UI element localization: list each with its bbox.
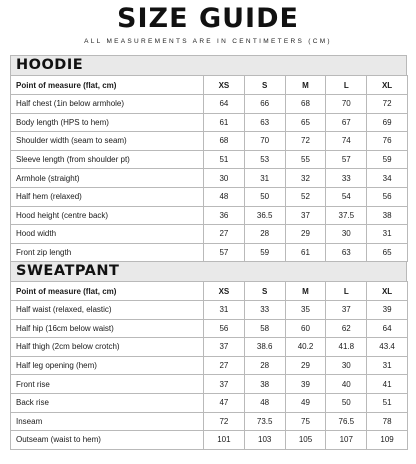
- measurement-value: 31: [244, 169, 285, 188]
- measurement-value: 37: [326, 301, 367, 320]
- column-header-size: M: [285, 76, 326, 95]
- column-header-size: M: [285, 282, 326, 301]
- measurement-value: 61: [204, 113, 245, 132]
- measurement-label: Body length (HPS to hem): [11, 113, 204, 132]
- column-header-point-of-measure: Point of measure (flat, cm): [11, 282, 204, 301]
- measurement-value: 30: [326, 225, 367, 244]
- measurement-value: 68: [204, 132, 245, 151]
- measurement-value: 41.8: [326, 338, 367, 357]
- table-header-row: [11, 282, 408, 301]
- table-row: [11, 375, 408, 394]
- measurement-value: 66: [244, 95, 285, 114]
- table-row: [11, 393, 408, 412]
- measurement-value: 57: [326, 150, 367, 169]
- measurement-value: 53: [244, 150, 285, 169]
- measurement-value: 31: [367, 356, 408, 375]
- measurement-value: 29: [285, 225, 326, 244]
- column-header-size: S: [244, 76, 285, 95]
- measurement-label: Half leg opening (hem): [11, 356, 204, 375]
- measurement-value: 73.5: [244, 412, 285, 431]
- measurement-label: Armhole (straight): [11, 169, 204, 188]
- measurement-value: 62: [326, 319, 367, 338]
- column-header-size: XS: [204, 76, 245, 95]
- measurement-value: 61: [285, 243, 326, 262]
- measurement-value: 105: [285, 431, 326, 450]
- column-header-size: L: [326, 282, 367, 301]
- measurement-value: 69: [367, 113, 408, 132]
- measurement-value: 50: [244, 187, 285, 206]
- table-row: [11, 206, 408, 225]
- measurement-value: 39: [285, 375, 326, 394]
- column-header-size: S: [244, 282, 285, 301]
- measurement-value: 56: [204, 319, 245, 338]
- table-row: [11, 150, 408, 169]
- measurement-value: 40: [326, 375, 367, 394]
- column-header-size: L: [326, 76, 367, 95]
- measurement-value: 33: [326, 169, 367, 188]
- table-row: [11, 301, 408, 320]
- measurement-value: 101: [204, 431, 245, 450]
- measurement-value: 107: [326, 431, 367, 450]
- measurement-label: Half hem (relaxed): [11, 187, 204, 206]
- measurement-label: Front zip length: [11, 243, 204, 262]
- measurement-value: 28: [244, 356, 285, 375]
- measurement-value: 41: [367, 375, 408, 394]
- measurement-value: 109: [367, 431, 408, 450]
- measurement-value: 60: [285, 319, 326, 338]
- measurement-label: Hood width: [11, 225, 204, 244]
- measurement-value: 38.6: [244, 338, 285, 357]
- measurement-label: Half chest (1in below armhole): [11, 95, 204, 114]
- measurement-value: 72: [285, 132, 326, 151]
- table-row: [11, 187, 408, 206]
- measurement-value: 36: [204, 206, 245, 225]
- measurement-value: 48: [204, 187, 245, 206]
- measurement-value: 31: [204, 301, 245, 320]
- measurement-value: 49: [285, 393, 326, 412]
- section-title: SWEATPANT: [10, 261, 407, 281]
- table-row: [11, 113, 408, 132]
- measurement-label: Half waist (relaxed, elastic): [11, 301, 204, 320]
- hoodie-section: [10, 55, 407, 262]
- measurement-value: 37.5: [326, 206, 367, 225]
- table-row: [11, 356, 408, 375]
- measurement-value: 64: [204, 95, 245, 114]
- table-row: [11, 95, 408, 114]
- measurement-value: 28: [244, 225, 285, 244]
- measurement-value: 27: [204, 356, 245, 375]
- size-table: [10, 75, 408, 262]
- table-row: [11, 169, 408, 188]
- section-title: HOODIE: [10, 55, 407, 75]
- measurement-value: 50: [326, 393, 367, 412]
- measurement-value: 37: [204, 375, 245, 394]
- measurement-value: 48: [244, 393, 285, 412]
- measurement-value: 103: [244, 431, 285, 450]
- measurement-value: 40.2: [285, 338, 326, 357]
- measurement-value: 34: [367, 169, 408, 188]
- measurement-label: Inseam: [11, 412, 204, 431]
- measurement-value: 64: [367, 319, 408, 338]
- measurement-value: 39: [367, 301, 408, 320]
- table-row: [11, 319, 408, 338]
- measurement-value: 74: [326, 132, 367, 151]
- measurement-value: 43.4: [367, 338, 408, 357]
- measurement-value: 72: [204, 412, 245, 431]
- measurement-value: 57: [204, 243, 245, 262]
- measurement-value: 31: [367, 225, 408, 244]
- measurement-value: 63: [326, 243, 367, 262]
- measurement-value: 35: [285, 301, 326, 320]
- measurement-value: 37: [285, 206, 326, 225]
- measurement-value: 55: [285, 150, 326, 169]
- measurement-label: Hood height (centre back): [11, 206, 204, 225]
- measurement-label: Back rise: [11, 393, 204, 412]
- measurement-value: 32: [285, 169, 326, 188]
- measurement-value: 51: [367, 393, 408, 412]
- measurement-label: Shoulder width (seam to seam): [11, 132, 204, 151]
- table-row: [11, 243, 408, 262]
- measurement-value: 36.5: [244, 206, 285, 225]
- column-header-size: XL: [367, 282, 408, 301]
- measurement-value: 56: [367, 187, 408, 206]
- measurement-value: 51: [204, 150, 245, 169]
- measurement-value: 67: [326, 113, 367, 132]
- measurement-value: 47: [204, 393, 245, 412]
- table-row: [11, 225, 408, 244]
- measurement-value: 27: [204, 225, 245, 244]
- measurement-value: 54: [326, 187, 367, 206]
- measurement-value: 72: [367, 95, 408, 114]
- measurement-label: Sleeve length (from shoulder pt): [11, 150, 204, 169]
- measurement-value: 52: [285, 187, 326, 206]
- table-header-row: [11, 76, 408, 95]
- measurement-value: 65: [367, 243, 408, 262]
- page-subtitle: ALL MEASUREMENTS ARE IN CENTIMETERS (CM): [84, 38, 332, 45]
- measurement-label: Outseam (waist to hem): [11, 431, 204, 450]
- measurement-label: Half hip (16cm below waist): [11, 319, 204, 338]
- table-row: [11, 132, 408, 151]
- sweatpant-section: [10, 261, 407, 450]
- measurement-value: 30: [326, 356, 367, 375]
- page-title: SIZE GUIDE: [117, 3, 299, 34]
- table-row: [11, 412, 408, 431]
- measurement-value: 38: [367, 206, 408, 225]
- measurement-value: 58: [244, 319, 285, 338]
- measurement-label: Front rise: [11, 375, 204, 394]
- measurement-value: 76: [367, 132, 408, 151]
- measurement-value: 76.5: [326, 412, 367, 431]
- measurement-value: 70: [326, 95, 367, 114]
- measurement-value: 65: [285, 113, 326, 132]
- measurement-value: 37: [204, 338, 245, 357]
- table-row: [11, 338, 408, 357]
- measurement-value: 78: [367, 412, 408, 431]
- measurement-value: 68: [285, 95, 326, 114]
- measurement-value: 30: [204, 169, 245, 188]
- table-row: [11, 431, 408, 450]
- measurement-value: 59: [367, 150, 408, 169]
- column-header-size: XL: [367, 76, 408, 95]
- measurement-value: 59: [244, 243, 285, 262]
- measurement-value: 75: [285, 412, 326, 431]
- measurement-value: 33: [244, 301, 285, 320]
- measurement-value: 70: [244, 132, 285, 151]
- size-table: [10, 281, 408, 450]
- measurement-value: 38: [244, 375, 285, 394]
- column-header-point-of-measure: Point of measure (flat, cm): [11, 76, 204, 95]
- column-header-size: XS: [204, 282, 245, 301]
- measurement-label: Half thigh (2cm below crotch): [11, 338, 204, 357]
- measurement-value: 29: [285, 356, 326, 375]
- measurement-value: 63: [244, 113, 285, 132]
